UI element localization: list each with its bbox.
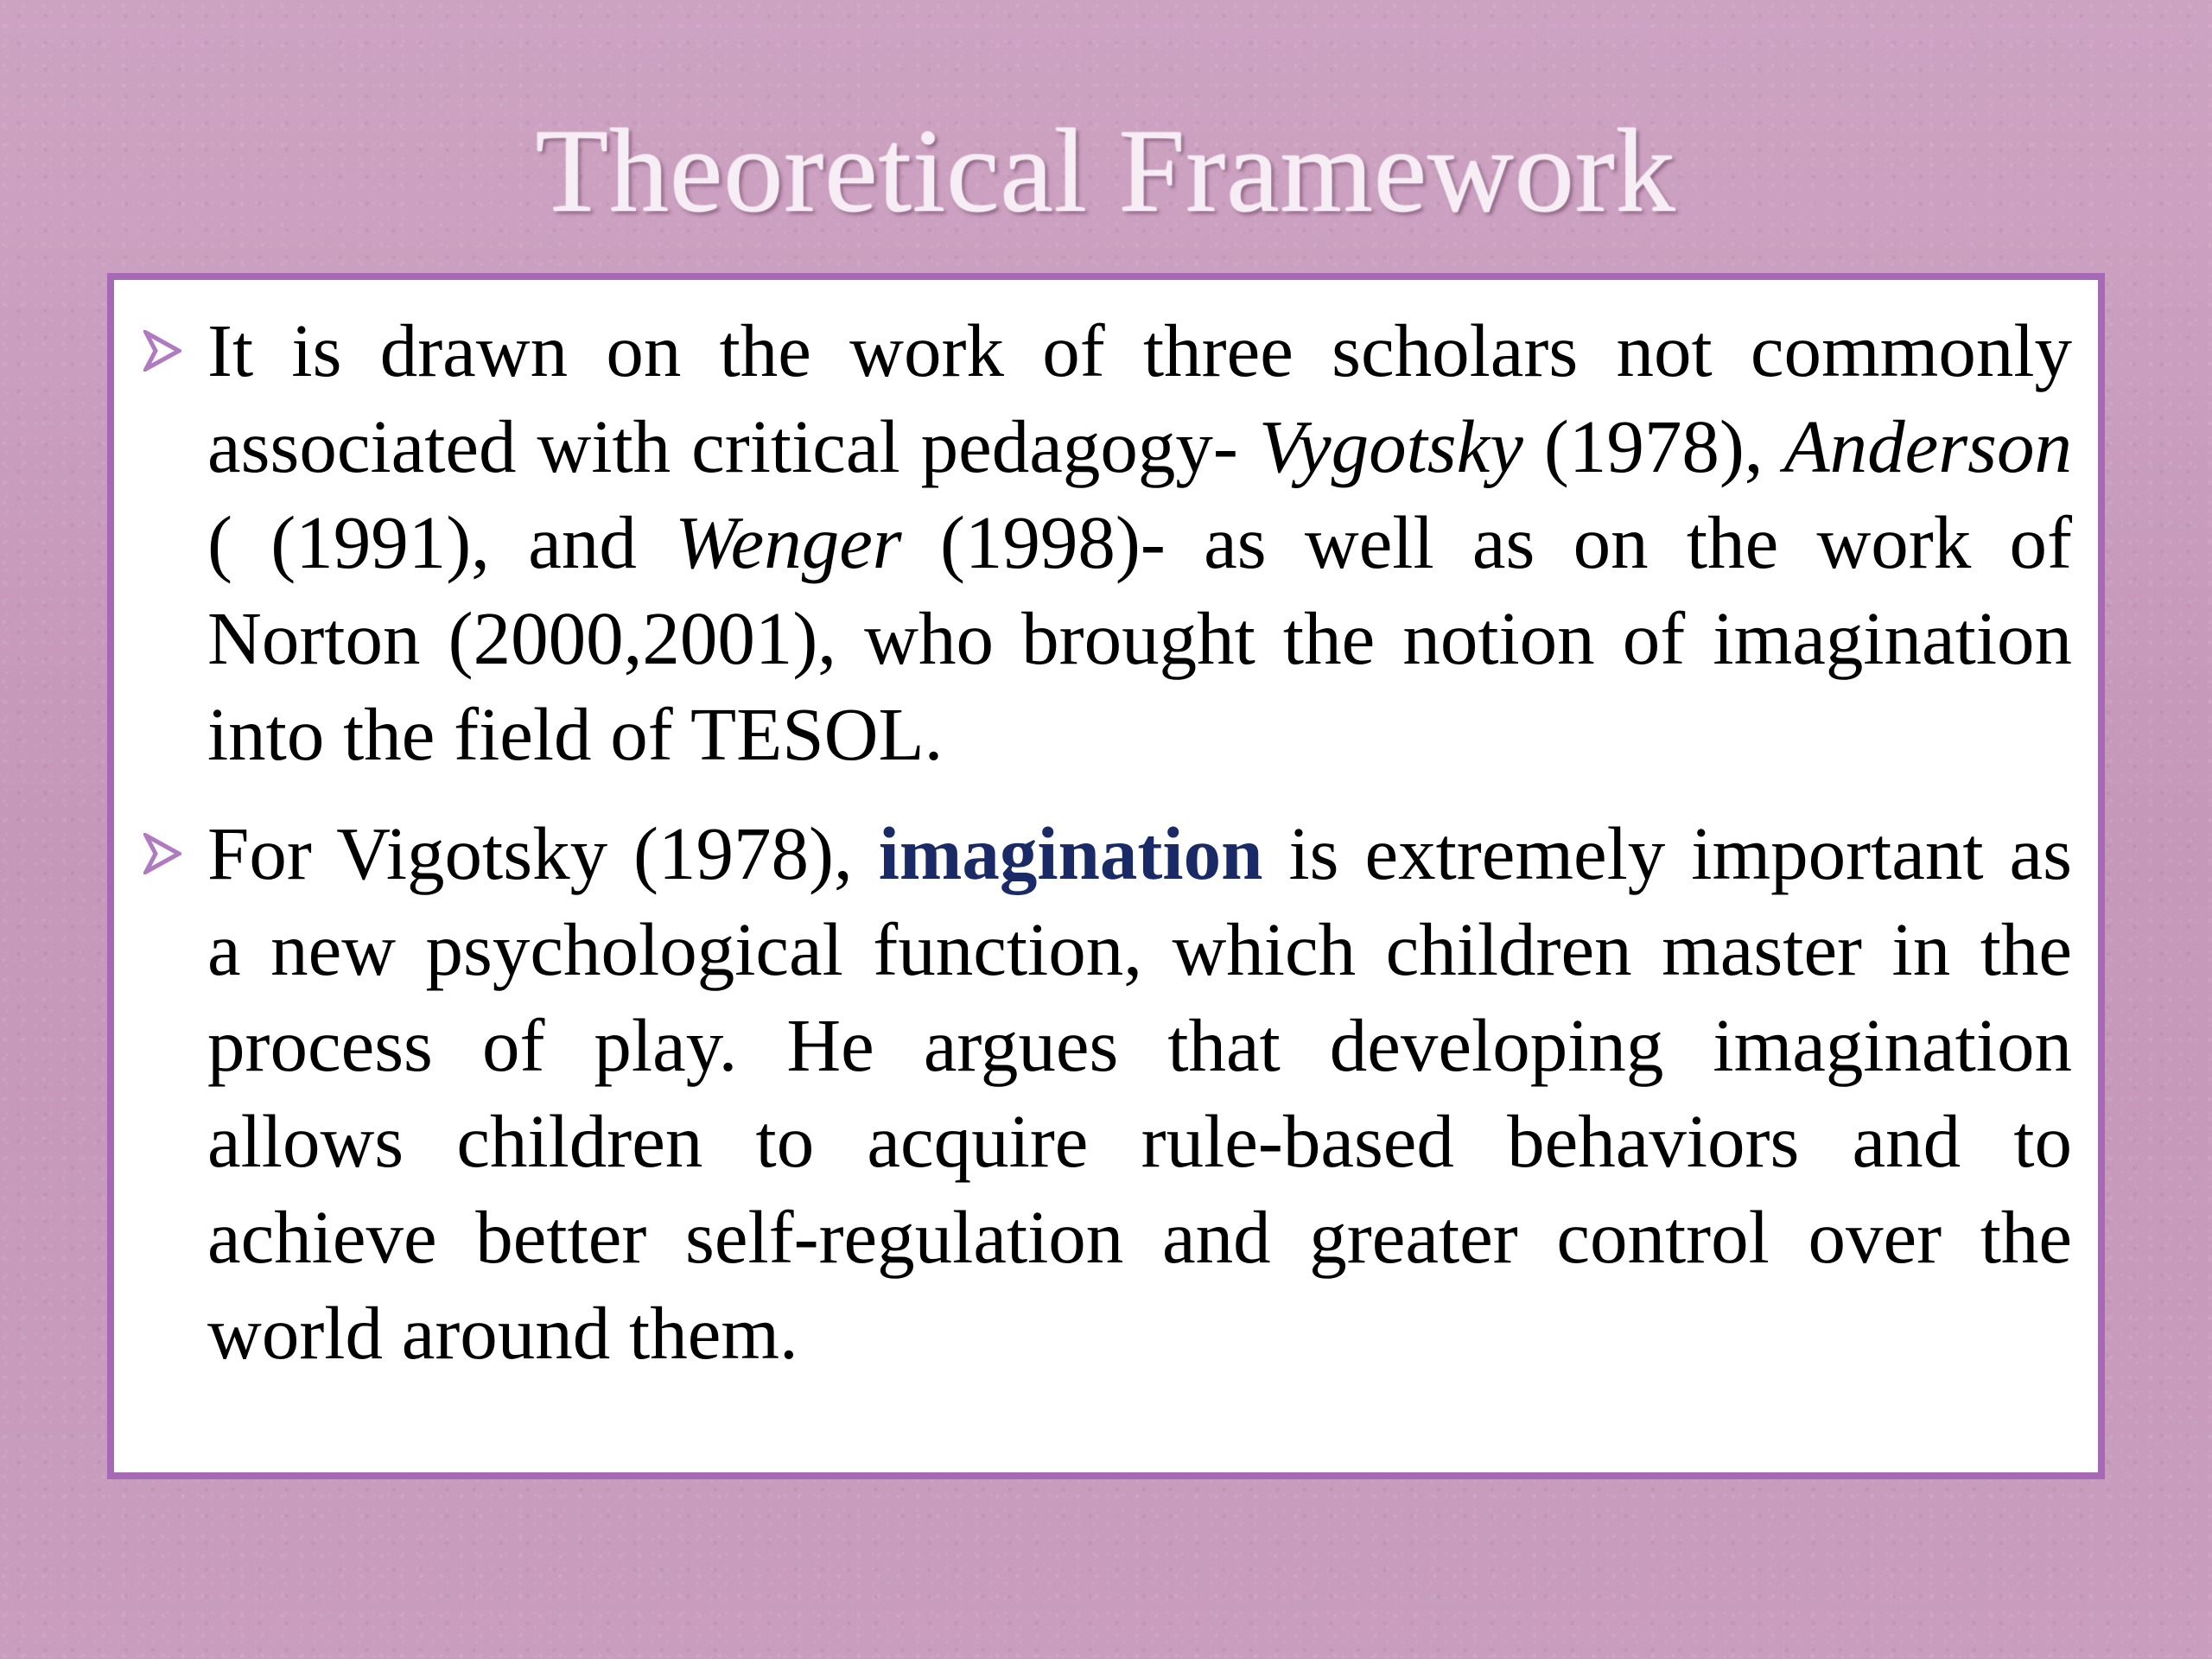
bullet-text (207, 302, 2072, 782)
bullet-item (137, 805, 2072, 1381)
bullet-item (137, 302, 2072, 782)
bullet-text (207, 805, 2072, 1381)
bullet-text-segment: It is drawn on the work of three scholars not commonly associated with critical pedagogy- (207, 308, 2072, 488)
bullet-text-segment: ( (1991), and (207, 500, 676, 584)
scholar-name: Wenger (675, 500, 902, 584)
scholar-name: Anderson (1783, 404, 2073, 488)
bullet-text-segment: For Vigotsky (1978), (207, 811, 879, 895)
bullet-text-segment: is extremely important as a new psychological function, which children master in the process of play. He argues that developing imagination allows children to acquire rule-based behaviors and to achieve better self-regulation and greater control over the world around them. (207, 811, 2072, 1375)
slide-title: Theoretical Framework (536, 105, 1676, 237)
bullet-text-segment: (1998)- as well as on the work of Norton (2000,2001), who brought the notion of imagination into the field of TESOL. (207, 500, 2073, 776)
content-box (107, 273, 2105, 1479)
arrow-bullet-icon (137, 302, 207, 398)
scholar-name: Vygotsky (1258, 404, 1523, 488)
highlighted-term: imagination (878, 811, 1263, 895)
bullet-text-segment: (1978), (1522, 404, 1784, 488)
arrow-bullet-icon (137, 805, 207, 901)
